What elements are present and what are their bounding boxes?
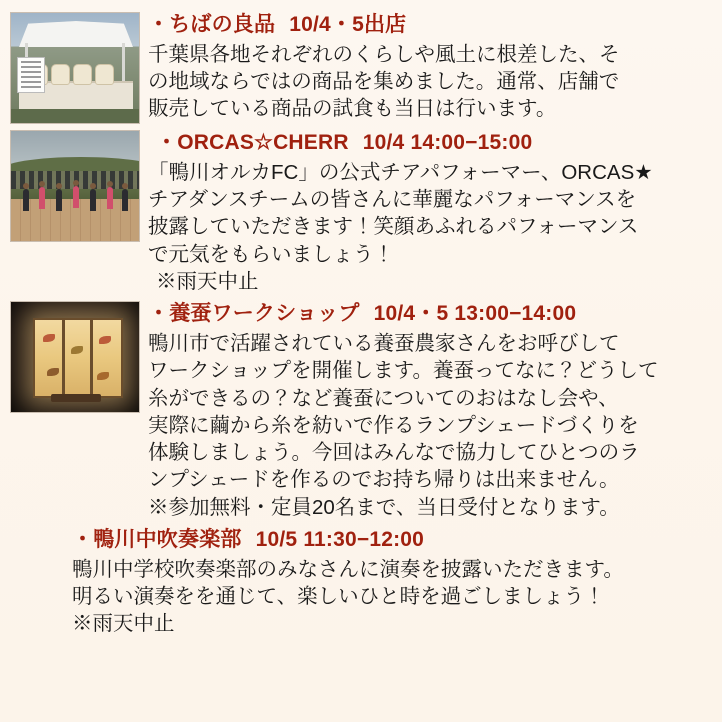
description-line: 明るい演奏をを通じて、楽しいひと時を過ごしましょう！ <box>72 584 605 608</box>
description-line: 披露していただきます！笑顔あふれるパフォーマンス <box>148 215 639 239</box>
event-entry-chiba-no-ryohin <box>10 12 712 124</box>
description-line: ※参加無料・定員20名まで、当日受付となります。 <box>148 495 620 519</box>
description-line: 鴨川中学校吹奏楽部のみなさんに演奏を披露いただきます。 <box>72 557 624 581</box>
bullet-marker: ・ <box>72 527 94 551</box>
entry-schedule: 10/4・5 13:00−14:00 <box>373 302 577 326</box>
entry-description <box>148 159 712 295</box>
bullet-marker: ・ <box>148 302 170 326</box>
description-line: の地域ならではの商品を集めました。通常、店舗で <box>148 70 620 94</box>
entry-body <box>148 130 712 295</box>
description-line: ※雨天中止 <box>72 612 175 636</box>
entry-title: 鴨川中吹奏楽部 <box>93 527 242 551</box>
entry-description <box>72 556 712 638</box>
cheer-dance-stage-photo <box>10 130 140 242</box>
entry-schedule: 10/4 14:00−15:00 <box>362 131 533 154</box>
entry-body <box>72 527 712 638</box>
entry-headline <box>72 527 712 554</box>
description-line: ※雨天中止 <box>156 269 259 293</box>
entry-headline <box>148 12 712 39</box>
entry-headline <box>148 301 712 328</box>
description-line: 千葉県各地それぞれのくらしや風土に根差した、そ <box>148 42 620 66</box>
description-line: ンプシェードを作るのでお持ち帰りは出来ません。 <box>148 468 620 492</box>
entry-description <box>148 41 712 123</box>
description-line: 「鴨川オルカFC」の公式チアパフォーマー、ORCAS★ <box>148 160 653 184</box>
bullet-marker: ・ <box>148 13 170 36</box>
description-line: 体験しましょう。今回はみんなで協力してひとつのラ <box>148 441 640 464</box>
entry-body <box>148 12 712 123</box>
description-line: で元気をもらいましょう！ <box>148 242 394 266</box>
entry-title: 養蚕ワークショップ <box>169 302 360 326</box>
event-entry-orcas-cheer <box>10 130 712 295</box>
description-line: 鴨川市で活躍されている養蚕農家さんをお呼びして <box>148 332 620 355</box>
description-line: 実際に繭から糸を紡いで作るランプシェードづくりを <box>148 413 639 437</box>
description-line: ワークショップを開催します。養蚕ってなに？どうして <box>148 359 659 383</box>
entry-body <box>148 301 712 521</box>
bullet-marker: ・ <box>156 131 178 154</box>
entry-title: ちばの良品 <box>169 13 276 36</box>
event-entry-yosan-workshop <box>10 301 712 521</box>
entry-description <box>148 330 712 521</box>
entry-headline <box>148 130 712 157</box>
lamp-shade-photo <box>10 301 140 413</box>
entry-title: ORCAS☆CHERR <box>177 131 349 154</box>
market-tent-photo <box>10 12 140 124</box>
entry-schedule: 10/4・5出店 <box>289 13 407 36</box>
event-entry-kamogawa-chu-suisougakubu <box>72 527 712 638</box>
description-line: チアダンスチームの皆さんに華麗なパフォーマンスを <box>148 188 637 212</box>
description-line: 糸ができるの？など養蚕についてのおはなし会や、 <box>148 386 619 410</box>
description-line: 販売している商品の試食も当日は行います。 <box>148 97 557 121</box>
entry-schedule: 10/5 11:30−12:00 <box>255 527 425 551</box>
